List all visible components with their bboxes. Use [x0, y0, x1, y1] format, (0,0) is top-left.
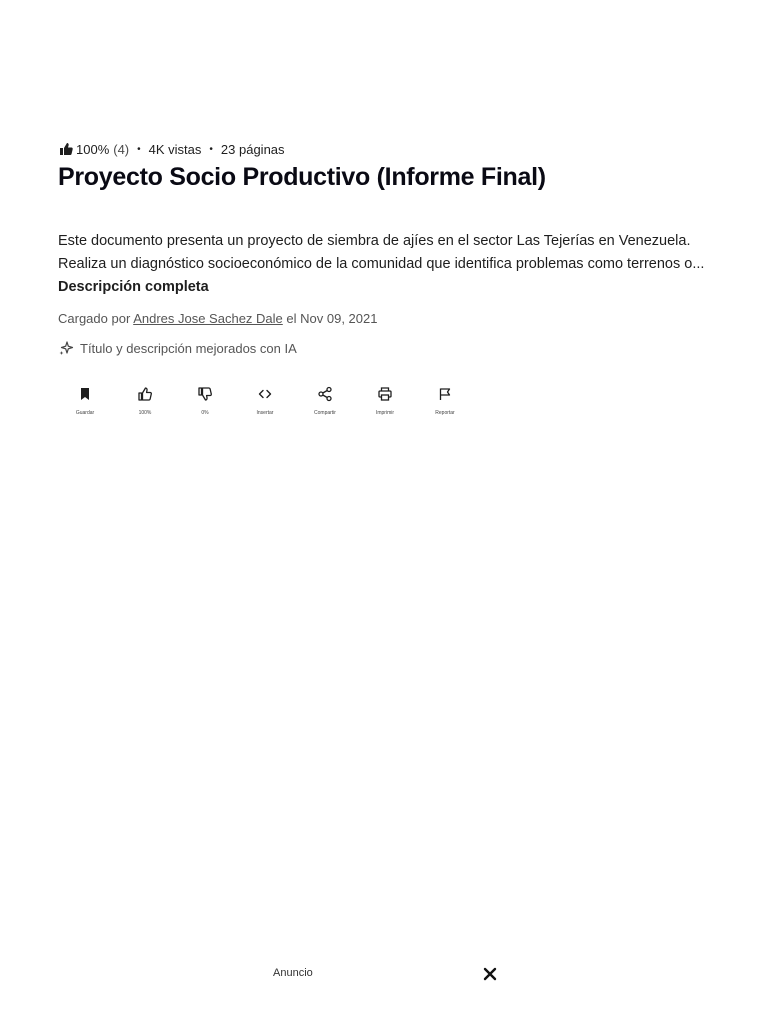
share-icon: [317, 386, 333, 402]
bookmark-icon: [77, 386, 93, 402]
sparkle-icon: [58, 340, 74, 356]
close-icon[interactable]: [482, 966, 498, 982]
thumbs-up-icon: [137, 386, 153, 402]
action-label: Reportar: [435, 410, 455, 416]
document-stats: [58, 141, 285, 157]
flag-icon: [437, 386, 453, 402]
embed-icon: [257, 386, 273, 402]
ad-banner: [0, 960, 768, 990]
action-toolbar: [55, 386, 475, 416]
rating-percent: 100%: [76, 141, 110, 157]
action-label: Compartir: [314, 410, 336, 416]
dislike-button[interactable]: [175, 386, 235, 416]
ai-note-text: Título y descripción mejorados con IA: [80, 340, 297, 356]
document-description: [58, 230, 718, 299]
uploaded-prefix: Cargado por: [58, 311, 131, 326]
action-label: 100%: [138, 410, 152, 416]
action-label: Imprimir: [375, 410, 395, 416]
ai-enhanced-note: [58, 340, 297, 356]
document-title: Proyecto Socio Productivo (Informe Final): [58, 163, 546, 191]
separator-dot: •: [209, 143, 213, 155]
print-button[interactable]: [355, 386, 415, 416]
uploader-link[interactable]: Andres Jose Sachez Dale: [133, 311, 283, 326]
report-button[interactable]: [415, 386, 475, 416]
like-button[interactable]: [115, 386, 175, 416]
action-label: Insertar: [256, 410, 274, 416]
uploaded-by: [58, 311, 377, 326]
ad-label: Anuncio: [273, 967, 313, 979]
thumbs-up-icon: [58, 141, 74, 157]
description-text: Este documento presenta un proyecto de siembra de ajíes en el sector Las Tejerías en Venezuela. Realiza un diagnóstico socioeconómico de la comunidad que identifica problemas como terrenos o...: [58, 233, 705, 272]
view-count: 4K vistas: [148, 141, 202, 157]
action-label: Guardar: [75, 410, 95, 416]
save-button[interactable]: [55, 386, 115, 416]
page-count: 23 páginas: [220, 141, 285, 157]
uploaded-date: el Nov 09, 2021: [286, 311, 378, 326]
share-button[interactable]: [295, 386, 355, 416]
embed-button[interactable]: [235, 386, 295, 416]
print-icon: [377, 386, 393, 402]
action-label: 0%: [201, 410, 209, 416]
full-description-link[interactable]: Descripción completa: [58, 279, 209, 295]
separator-dot: •: [137, 143, 141, 155]
thumbs-down-icon: [197, 386, 213, 402]
rating-count: (4): [113, 141, 130, 157]
